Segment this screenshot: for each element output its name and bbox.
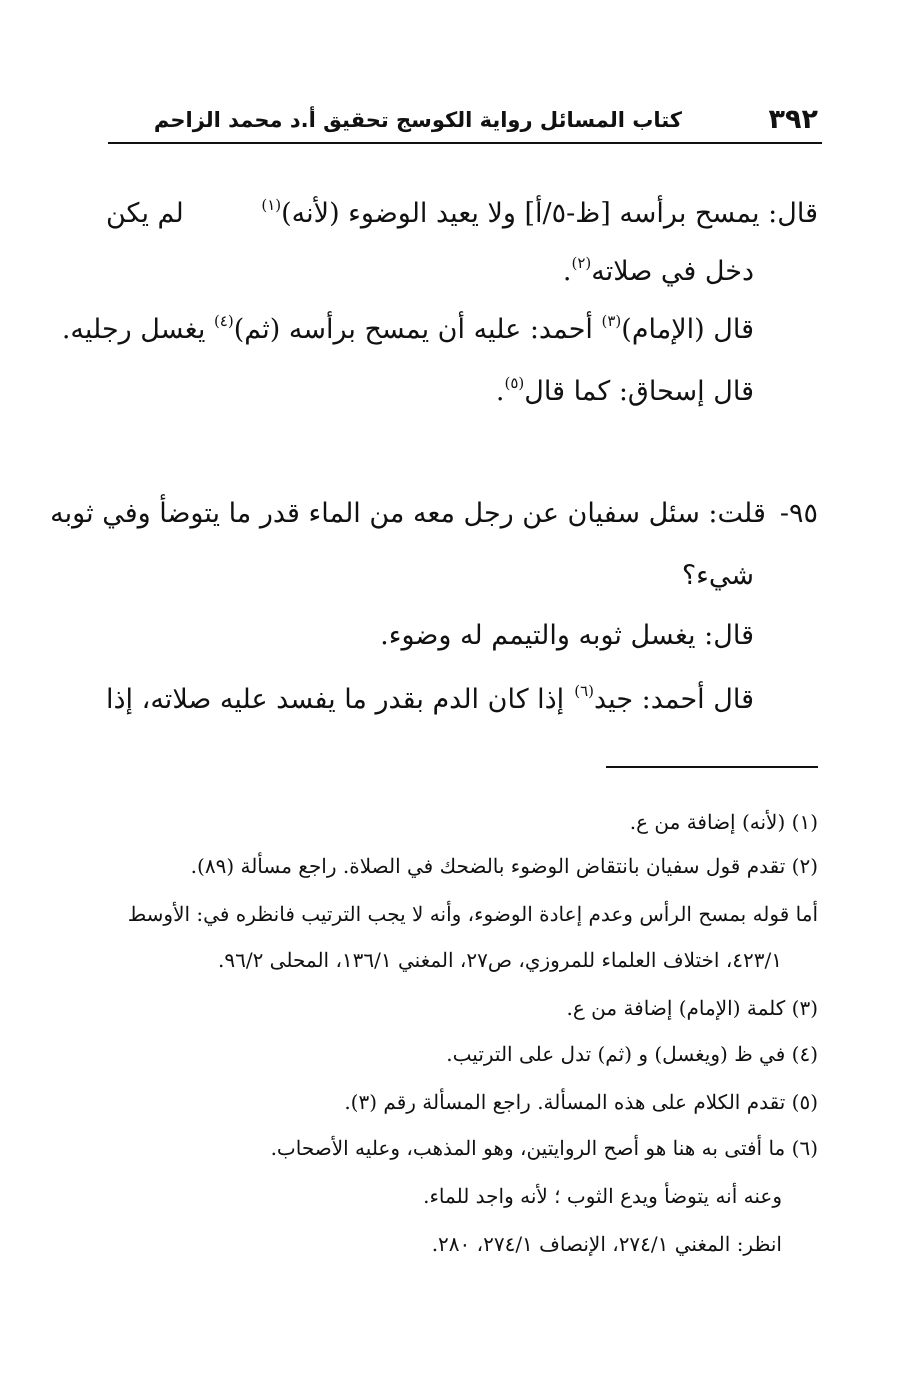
running-title: كتاب المسائل رواية الكوسج تحقيق أ.د محمد الزاحم [153,108,682,132]
text-span: قال: يمسح برأسه [ظ-٥/أ] ولا يعيد الوضوء (لأنه) [281,198,818,229]
footnote-ref: (٢) [571,254,592,272]
text-span: لم يكن [106,198,184,229]
text-span: . [495,376,505,407]
footnote-ref: (١) [261,196,282,214]
footnote-2-references: ٤٢٣/١، اختلاف العلماء للمروزي، ص٢٧، المغني ١٣٦/١، المحلى ٩٦/٢. [218,948,782,972]
footnote-ref: (٣) [601,312,622,330]
footnote-ref: (٦) [574,682,594,700]
text-span: أحمد: عليه أن يمسح برأسه (ثم) [233,314,602,345]
page-number: ٣٩٢ [768,104,818,135]
footnote-ref: (٥) [504,374,525,392]
text-span: أما قوله بمسح الرأس وعدم إعادة الوضوء، وأنه لا يجب الترتيب فانظره في: الأوسط [127,902,818,926]
text-span: قال (الإمام) [621,314,754,345]
body-line-4 [495,374,754,407]
text-span: يغسل رجليه. [61,314,214,345]
footnote-6: (٦) ما أفتى به هنا هو أصح الروايتين، وهو المذهب، وعليه الأصحاب. [270,1136,818,1160]
body-line-7: قال: يغسل ثوبه والتيمم له وضوء. [380,620,754,651]
footnote-separator [606,766,818,768]
text-span: قلت: سئل سفيان عن رجل معه من الماء قدر ما يتوضأ وفي ثوبه [50,498,766,529]
body-line-3 [61,312,754,345]
footnote-2: (٢) تقدم قول سفيان بانتقاض الوضوء بالضحك في الصلاة. راجع مسألة (٨٩). [190,854,818,878]
body-line-6: شيء؟ [681,560,754,591]
text-span: إذا كان الدم بقدر ما يفسد عليه صلاته، إذا [106,684,565,715]
footnote-4: (٤) في ظ (ويغسل) و (ثم) تدل على الترتيب. [446,1042,818,1066]
footnote-5: (٥) تقدم الكلام على هذه المسألة. راجع المسألة رقم (٣). [344,1090,818,1114]
text-span: دخل في صلاته [591,256,754,287]
footnote-6-continuation: وعنه أنه يتوضأ ويدع الثوب ؛ لأنه واجد للماء. [423,1184,782,1208]
text-span: . [562,256,572,287]
footnote-2-continuation [106,904,818,924]
page-header [108,102,822,144]
footnote-ref: (٤) [213,312,234,330]
text-span: قال أحمد: جيد [594,684,754,715]
text-span: قال إسحاق: كما قال [524,376,754,407]
body-line-5 [50,498,818,529]
issue-number: ٩٥- [779,498,818,529]
footnote-1: (١) (لأنه) إضافة من ع. [629,810,818,834]
body-line-2 [562,254,754,287]
footnote-3: (٣) كلمة (الإمام) إضافة من ع. [566,996,818,1020]
body-line-1 [106,196,818,229]
footnote-6-references: انظر: المغني ٢٧٤/١، الإنصاف ٢٧٤/١، ٢٨٠. [431,1232,782,1256]
body-line-8 [106,682,754,715]
